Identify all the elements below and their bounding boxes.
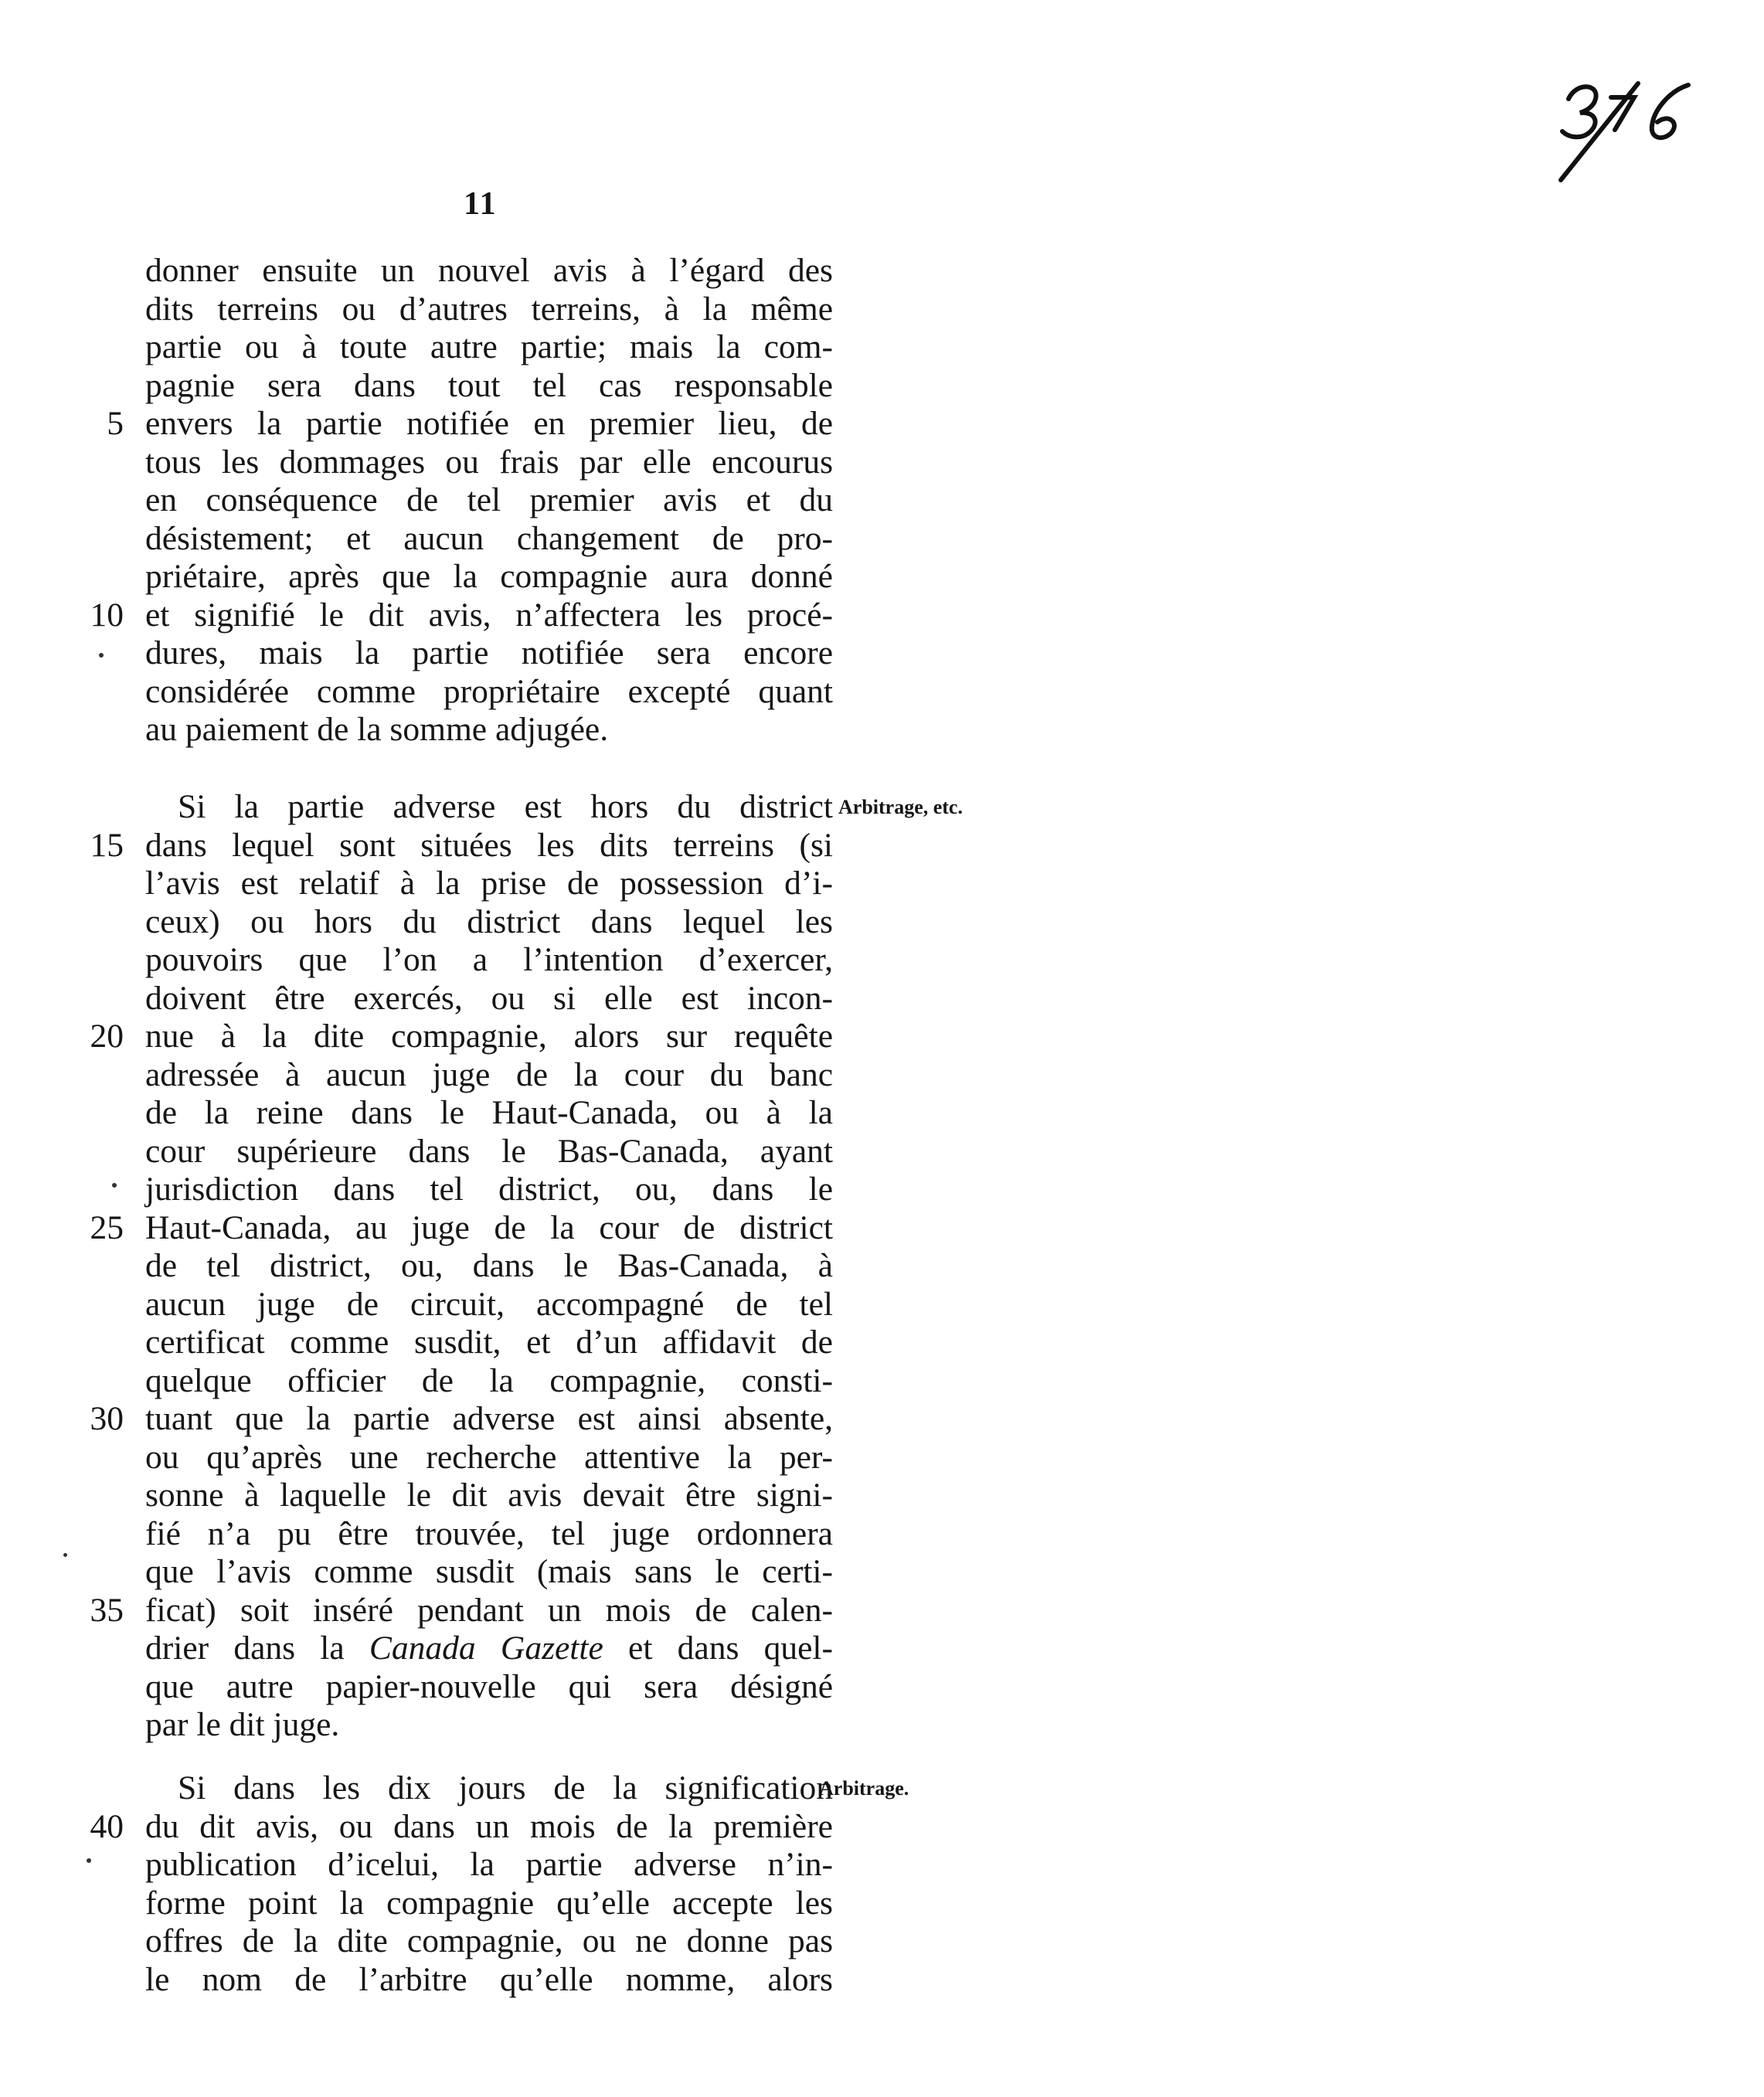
text-line: que autre papier-nouvelle qui sera désigné [145, 1667, 833, 1705]
text-line: nue à la dite compagnie, alors sur requête [145, 1018, 833, 1055]
text-line: ceux) ou hors du district dans lequel les [145, 902, 833, 940]
text-line: tuant que la partie adverse est ainsi absente, [145, 1400, 833, 1437]
text-line: Si la partie adverse est hors du district [178, 788, 833, 825]
margin-note: Arbitrage. [819, 1777, 909, 1800]
text-line: aucun juge de circuit, accompagné de tel [145, 1285, 833, 1323]
text-line: ficat) soit inséré pendant un mois de calen- [145, 1591, 833, 1629]
text-line: publication d’icelui, la partie adverse n’in- [145, 1846, 833, 1883]
text-line: l’avis est relatif à la prise de possession d’i- [145, 865, 833, 902]
line-number: 30 [90, 1400, 124, 1437]
text-line: du dit avis, ou dans un mois de la première [145, 1807, 833, 1845]
text-line: considérée comme propriétaire excepté quant [145, 672, 833, 710]
text-line: de tel district, ou, dans le Bas-Canada, à [145, 1247, 833, 1284]
text-line: forme point la compagnie qu’elle accepte les [145, 1884, 833, 1922]
margin-note: Arbitrage, etc. [838, 796, 963, 818]
handwritten-folio [1553, 76, 1700, 184]
line-number: 40 [90, 1807, 124, 1845]
text-line: priétaire, après que la compagnie aura donné [145, 558, 833, 595]
text-line: jurisdiction dans tel district, ou, dans le [145, 1171, 833, 1208]
text-line: dits terreins ou d’autres terreins, à la même [145, 290, 833, 328]
ink-speck [112, 1183, 117, 1188]
line-number: 10 [90, 596, 124, 634]
text-line: au paiement de la somme adjugée. [145, 711, 609, 748]
text-line: que l’avis comme susdit (mais sans le certi- [145, 1553, 833, 1590]
text-line: en conséquence de tel premier avis et du [145, 481, 833, 518]
text-line: offres de la dite compagnie, ou ne donne pas [145, 1922, 833, 1959]
text-line: drier dans la Canada Gazette et dans quel- [145, 1630, 833, 1667]
text-line: dans lequel sont situées les dits terreins (si [145, 826, 833, 864]
text-line: Si dans les dix jours de la signification [178, 1769, 833, 1806]
text-line: partie ou à toute autre partie; mais la com- [145, 328, 833, 365]
text-line: donner ensuite un nouvel avis à l’égard des [145, 252, 833, 289]
line-number: 25 [90, 1208, 124, 1246]
text-line: adressée à aucun juge de la cour du banc [145, 1055, 833, 1093]
text-line: doivent être exercés, ou si elle est incon- [145, 979, 833, 1017]
text-line: de la reine dans le Haut-Canada, ou à la [145, 1094, 833, 1131]
text-line: certificat comme susdit, et d’un affidavit de [145, 1324, 833, 1361]
text-line: envers la partie notifiée en premier lieu, de [145, 405, 833, 442]
text-line: tous les dommages ou frais par elle encourus [145, 443, 833, 481]
italic-title: Canada Gazette [369, 1630, 603, 1667]
text-line: cour supérieure dans le Bas-Canada, ayant [145, 1132, 833, 1170]
text-line: ou qu’après une recherche attentive la per- [145, 1438, 833, 1476]
ink-speck [63, 1553, 67, 1557]
text-line: quelque officier de la compagnie, consti- [145, 1361, 833, 1399]
line-number: 35 [90, 1591, 124, 1629]
text-line: par le dit juge. [145, 1706, 340, 1743]
text-line: pouvoirs que l’on a l’intention d’exercer, [145, 941, 833, 978]
line-number: 5 [107, 405, 124, 442]
text-line: pagnie sera dans tout tel cas responsable [145, 366, 833, 404]
ink-speck [99, 653, 104, 658]
ink-speck [87, 1858, 91, 1863]
text-line: désistement; et aucun changement de pro- [145, 519, 833, 557]
text-line: et signifié le dit avis, n’affectera les procé- [145, 596, 833, 634]
text-line: Haut-Canada, au juge de la cour de district [145, 1208, 833, 1246]
page-number: 11 [464, 186, 498, 222]
text-line: sonne à laquelle le dit avis devait être signi- [145, 1477, 833, 1514]
text-line: dures, mais la partie notifiée sera encore [145, 634, 833, 671]
text-line: fié n’a pu être trouvée, tel juge ordonnera [145, 1514, 833, 1552]
text-line: le nom de l’arbitre qu’elle nomme, alors [145, 1960, 833, 1998]
line-number: 15 [90, 826, 124, 864]
line-number: 20 [90, 1018, 124, 1055]
